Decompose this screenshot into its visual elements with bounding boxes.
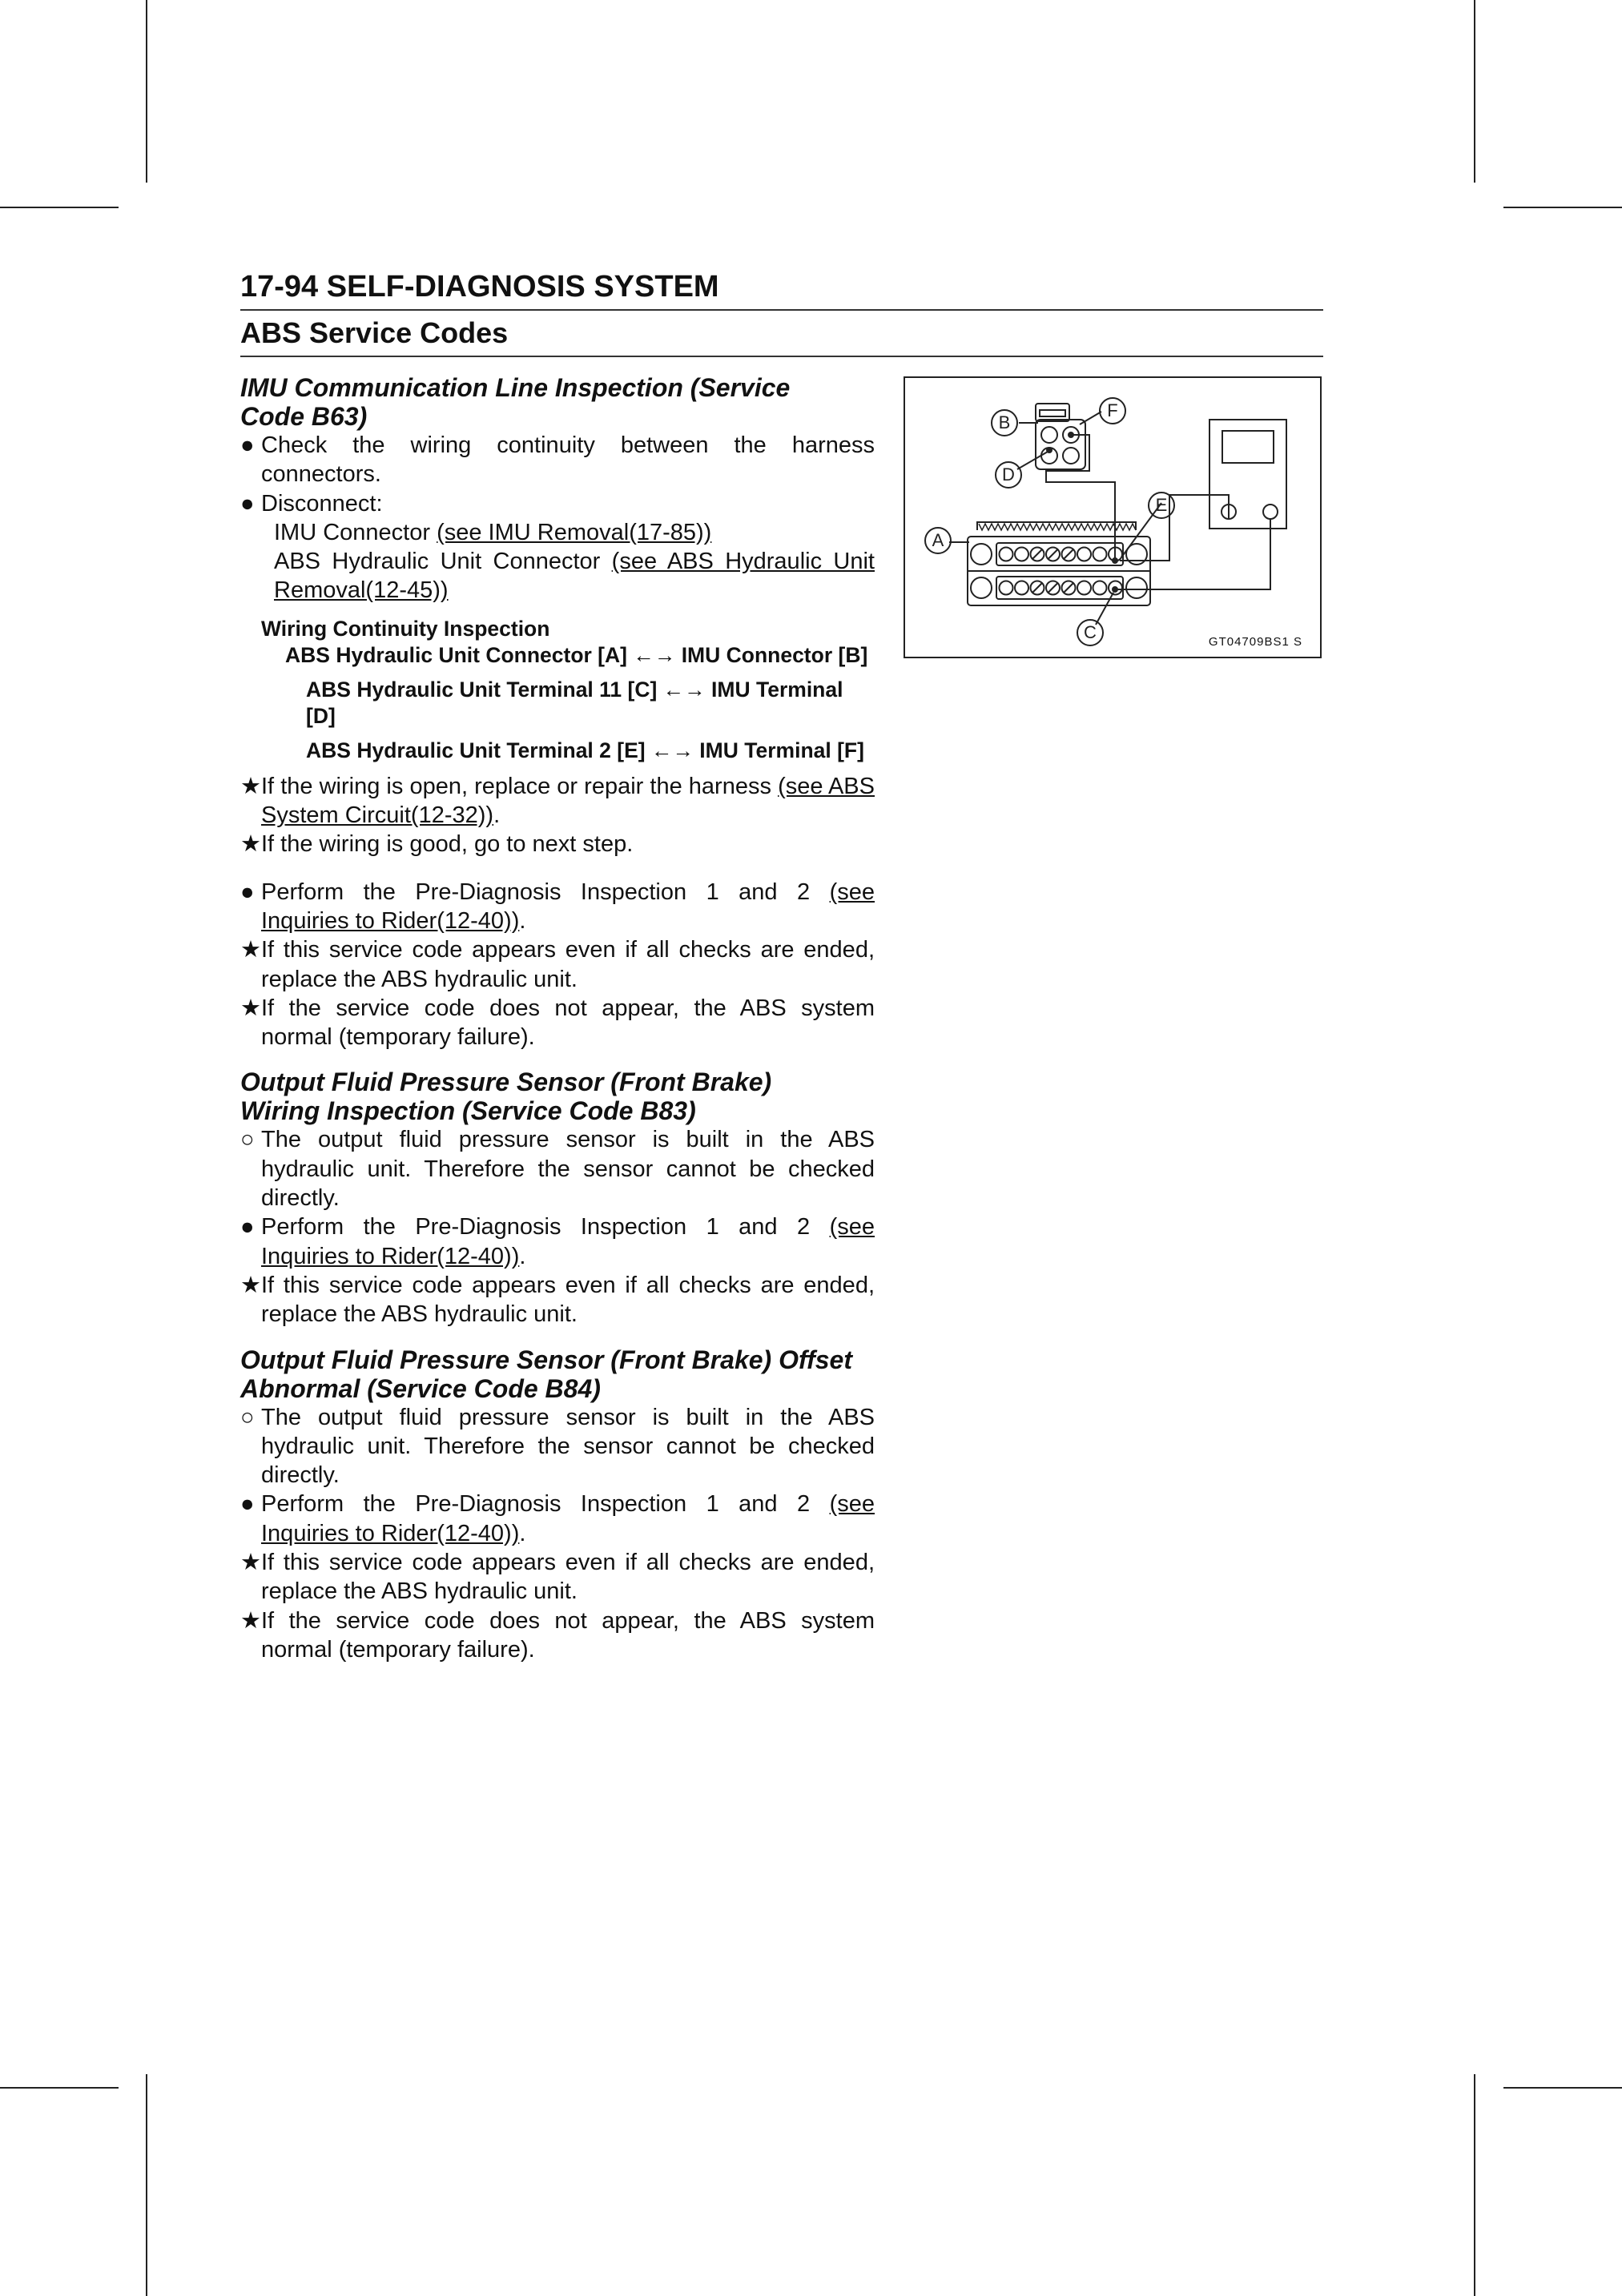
list-item: ★ If the wiring is open, replace or repair the harness (see ABS System Circuit(12-32)). — [240, 773, 875, 829]
crop-mark — [0, 2087, 119, 2089]
connector-pin — [1093, 548, 1107, 561]
callout-f-label: F — [1107, 400, 1118, 420]
crop-mark — [1503, 2087, 1622, 2089]
list-item: ★ If this service code appears even if all checks are ended, replace the ABS hydraulic unit. — [240, 1272, 875, 1328]
link-imu-removal[interactable]: (see IMU Removal(17-85)) — [437, 519, 712, 545]
callout-d-label: D — [1002, 464, 1015, 485]
imu-connector — [1036, 404, 1085, 469]
crop-mark — [146, 2074, 147, 2296]
star-icon: ★ — [240, 1607, 261, 1634]
connector-pin — [1093, 581, 1107, 595]
star-icon: ★ — [240, 831, 261, 858]
connector-pin — [1015, 548, 1028, 561]
connector-pin-slash — [1048, 583, 1058, 593]
star-icon: ★ — [240, 995, 261, 1021]
wiring-continuity-connector: ABS Hydraulic Unit Connector [A] ←→ IMU Connector [B] — [285, 642, 868, 667]
star-icon: ★ — [240, 1550, 261, 1576]
connector-pin — [1077, 581, 1091, 595]
connector-pin-slash — [1064, 549, 1073, 559]
figure-code: GT04709BS1 S — [1208, 635, 1302, 649]
heading-b83: Output Fluid Pressure Sensor (Front Brake) Wiring Inspection (Service Code B83) — [240, 1068, 772, 1126]
list-item: ○ The output fluid pressure sensor is built in the ABS hydraulic unit. Therefore the sensor cannot be checked directly. — [240, 1404, 875, 1489]
connector-pin — [1077, 548, 1091, 561]
list-item: ● Perform the Pre-Diagnosis Inspection 1 and 2 (see Inquiries to Rider(12-40)). — [240, 1491, 875, 1546]
section-title: ABS Service Codes — [240, 316, 509, 349]
disconnect-abs-connector: ABS Hydraulic Unit Connector (see ABS Hydraulic Unit Removal(12-45)) — [274, 549, 875, 604]
disconnect-imu-connector: IMU Connector (see IMU Removal(17-85)) — [274, 519, 712, 545]
leader-f — [1080, 412, 1101, 424]
bullet-icon: ● — [240, 1214, 255, 1240]
link-inquiries-to-rider[interactable]: (see Inquiries to Rider(12-40)) — [261, 1214, 875, 1269]
star-icon: ★ — [240, 937, 261, 963]
connector-pin — [1015, 581, 1028, 595]
bullet-icon: ● — [240, 1491, 255, 1518]
crop-mark — [146, 0, 147, 183]
callout-a-label: A — [932, 530, 944, 550]
connector-pin-slash — [1032, 549, 1042, 559]
wiring-diagram-graphic — [905, 378, 1320, 657]
link-abs-unit-removal[interactable]: (see ABS Hydraulic Unit Removal(12-45)) — [274, 549, 875, 604]
bullet-icon: ● — [240, 432, 255, 458]
heading-b84: Output Fluid Pressure Sensor (Front Brake) Offset Abnormal (Service Code B84) — [240, 1345, 852, 1403]
star-icon: ★ — [240, 1272, 261, 1298]
circle-icon: ○ — [240, 1404, 255, 1430]
list-item: ★ If the service code does not appear, the ABS system normal (temporary failure). — [240, 1607, 875, 1663]
link-inquiries-to-rider[interactable]: (see Inquiries to Rider(12-40)) — [261, 879, 875, 934]
list-item: ● Check the wiring continuity between the harness connectors. — [240, 432, 875, 488]
section-rule — [240, 356, 1323, 357]
main-content — [240, 373, 875, 1664]
connector-pin-slash — [1032, 583, 1042, 593]
crop-mark — [1474, 0, 1475, 183]
heading-imu-b63: IMU Communication Line Inspection (Service Code B63) — [240, 373, 791, 431]
wiring-continuity-title: Wiring Continuity Inspection — [261, 616, 550, 641]
crop-mark — [0, 207, 119, 208]
list-item: ★ If this service code appears even if all checks are ended, replace the ABS hydraulic unit. — [240, 1550, 875, 1605]
connector-pin-slash — [1064, 583, 1073, 593]
bullet-icon: ● — [240, 879, 255, 905]
crop-mark — [1474, 2074, 1475, 2296]
callout-c-label: C — [1084, 622, 1097, 642]
page-title: 17-94 SELF-DIAGNOSIS SYSTEM — [240, 270, 719, 304]
list-item: ● Perform the Pre-Diagnosis Inspection 1 and 2 (see Inquiries to Rider(12-40)). — [240, 1214, 875, 1269]
connector-pin-slash — [1048, 549, 1058, 559]
tester — [1209, 420, 1286, 529]
list-item: ★ If the wiring is good, go to next step. — [240, 830, 875, 858]
callout-b-label: B — [998, 412, 1011, 432]
circle-icon: ○ — [240, 1127, 255, 1153]
list-item: ● Perform the Pre-Diagnosis Inspection 1 and 2 (see Inquiries to Rider(12-40)). — [240, 879, 875, 934]
connector-pin — [1000, 548, 1013, 561]
wiring-diagram — [904, 376, 1322, 658]
page-header — [240, 264, 1323, 357]
link-inquiries-to-rider[interactable]: (see Inquiries to Rider(12-40)) — [261, 1491, 875, 1546]
connector-pin — [1000, 581, 1013, 595]
wiring-continuity-terminal-e-f: ABS Hydraulic Unit Terminal 2 [E] ←→ IMU Terminal [F] — [306, 738, 864, 762]
abs-unit-connector — [968, 522, 1150, 605]
link-abs-system-circuit[interactable]: (see ABS System Circuit(12-32)) — [261, 773, 875, 829]
list-item: ○ The output fluid pressure sensor is built in the ABS hydraulic unit. Therefore the sensor cannot be checked directly. — [240, 1127, 875, 1212]
crop-mark — [1503, 207, 1622, 208]
callout-e-label: E — [1155, 495, 1168, 515]
wire-c-tester — [1115, 519, 1270, 589]
star-icon: ★ — [240, 773, 261, 799]
bullet-icon: ● — [240, 490, 255, 517]
leader-c — [1096, 593, 1113, 625]
list-item: ★ If the service code does not appear, the ABS system normal (temporary failure). — [240, 995, 875, 1051]
wiring-continuity-terminal-c-d: ABS Hydraulic Unit Terminal 11 [C] ←→ IMU Terminal [D] — [306, 677, 843, 728]
list-item: ● Disconnect: — [240, 489, 875, 518]
list-item: ★ If this service code appears even if all checks are ended, replace the ABS hydraulic unit. — [240, 937, 875, 992]
